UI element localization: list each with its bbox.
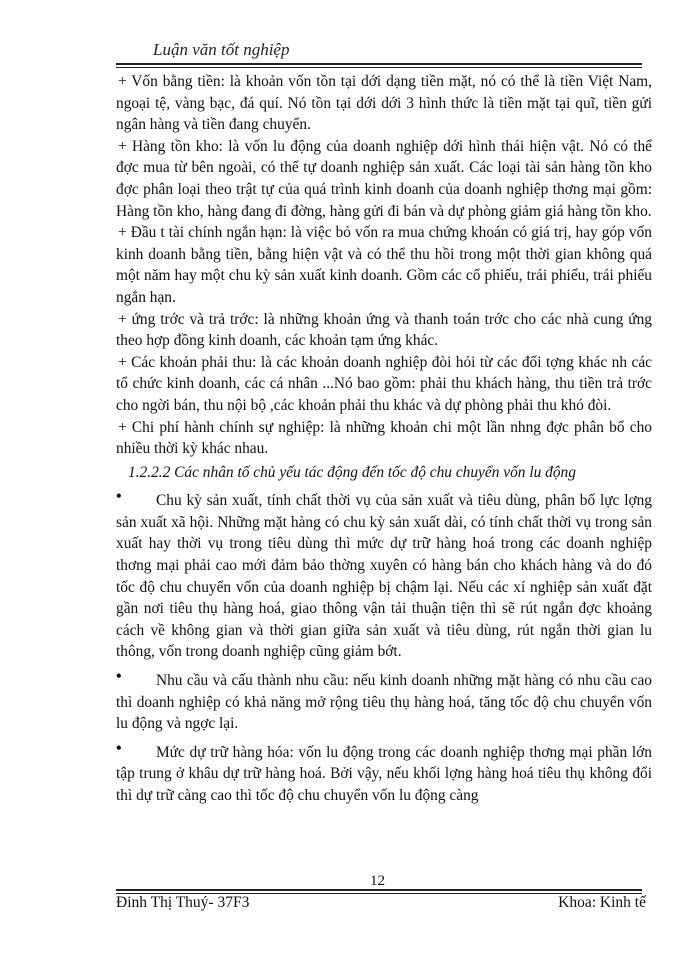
footer-department: Khoa: Kinh tế: [558, 894, 646, 911]
paragraph-admin-expenses: + Chi phí hành chính sự nghiệp: là những khoản chi một lần nhng đợc phân bổ cho nhiều thời kỳ khác nhau.: [116, 418, 652, 458]
footer-author: Đinh Thị Thuý- 37F3: [116, 894, 250, 911]
paragraph-inventory: + Hàng tồn kho: là vốn lu động của doanh nghiệp dới hình thái hiện vật. Nó có thể đợc mua từ bên ngoài, có thể tự doanh nghiệp sản xuất. Các loại tài sản hàng tồn kho đợc phân loại theo trật tự của quá trình kinh doanh của doanh nghiệp thơng mại gồm: Hàng tồn kho, hàng đang đi đờng, hàng gửi đi bán và dự phòng giảm giá hàng tồn kho.: [116, 137, 652, 220]
section-subheading: 1.2.2.2 Các nhân tố chủ yếu tác động đến tốc độ chu chuyển vốn lu động: [128, 463, 576, 481]
header-title: Luận văn tốt nghiệp: [153, 40, 290, 59]
bullet-item: [116, 739, 652, 807]
bullet-icon: •: [116, 488, 122, 506]
bullet-icon: •: [116, 739, 122, 757]
bullet-icon: •: [116, 668, 122, 686]
paragraph-cash: + Vốn bằng tiền: là khoản vốn tồn tại dới dạng tiền mặt, nó có thể là tiền Việt Nam, ngoại tệ, vàng bạc, đá quí. Nó tồn tại dới dới 3 hình thức là tiền mặt tại quĩ, tiền gửi ngân hàng và tiền đang chuyển.: [116, 73, 652, 134]
footer-rule-thick: [116, 889, 642, 891]
body-text: [116, 71, 652, 807]
paragraph-advances: + ứng trớc và trả trớc: là những khoản ứng và thanh toán trớc cho các nhà cung ứng theo hợp đồng kinh doanh, các khoản tạm ứng khác.: [116, 310, 652, 350]
header-rule-thick: [116, 63, 642, 65]
paragraph-short-term-investment: + Đầu t tài chính ngắn hạn: là việc bỏ vốn ra mua chứng khoán có giá trị, hay góp vốn kinh doanh bằng tiền, bằng hiện vật và có thể thu hồi trong một thời gian không quá một năm hay một chu kỳ sản xuất kinh doanh. Gồm các cổ phiếu, trái phiếu, trái phiếu ngắn hạn.: [116, 224, 652, 306]
bullet-text: Mức dự trữ hàng hóa: vốn lu động trong các doanh nghiệp thơng mại phần lớn tập trung ở khâu dự trữ hàng hoá. Bởi vậy, nếu khối lợng hàng hoá tiêu thụ không đổi thì dự trữ càng cao thì tốc độ chu chuyển vốn lu động càng: [116, 743, 652, 804]
bullet-text: Nhu cầu và cấu thành nhu cầu: nếu kinh doanh những mặt hàng có nhu cầu cao thì doanh nghiệp có khả năng mở rộng tiêu thụ hàng hoá, tăng tốc độ chu chuyển vốn lu động và ngợc lại.: [116, 672, 652, 733]
header-rule-thin: [116, 67, 642, 68]
bullet-text: Chu kỳ sản xuất, tính chất thời vụ của sản xuất và tiêu dùng, phân bố lực lợng sản xuất xã hội. Những mặt hàng có chu kỳ sản xuất dài, có tính chất thời vụ trong sản xuất hay thời vụ trong tiêu dùng thì mức dự trữ hàng hoá trong các doanh nghiệp thơng mại phải cao mới đảm bảo thờng xuyên có hàng bán cho khách hàng và do đó tốc độ chu chuyển vốn của doanh nghiệp bị chậm lại. Nếu các xí nghiệp sản xuất đặt gần nơi tiêu thụ hàng hoá, giao thông vận tải thuận tiện thì sẽ rút ngắn đợc khoảng cách về không gian và thời gian giữa sản xuất và tiêu dùng, rút ngắn thời gian lu thông, vốn trong doanh nghiệp cũng giảm bớt.: [116, 492, 652, 661]
bullet-item: [116, 670, 652, 735]
bullet-item: [116, 490, 652, 663]
paragraph-receivables: + Các khoản phải thu: là các khoản doanh nghiệp đòi hỏi từ các đối tợng khác nh các tổ chức kinh doanh, các cá nhân ...Nó bao gồm: phải thu khách hàng, thu tiền trả trớc cho ngời bán, thu nội bộ ,các khoản phải thu khác và dự phòng phải thu khó đòi.: [116, 353, 652, 414]
page-number: 12: [370, 873, 385, 889]
